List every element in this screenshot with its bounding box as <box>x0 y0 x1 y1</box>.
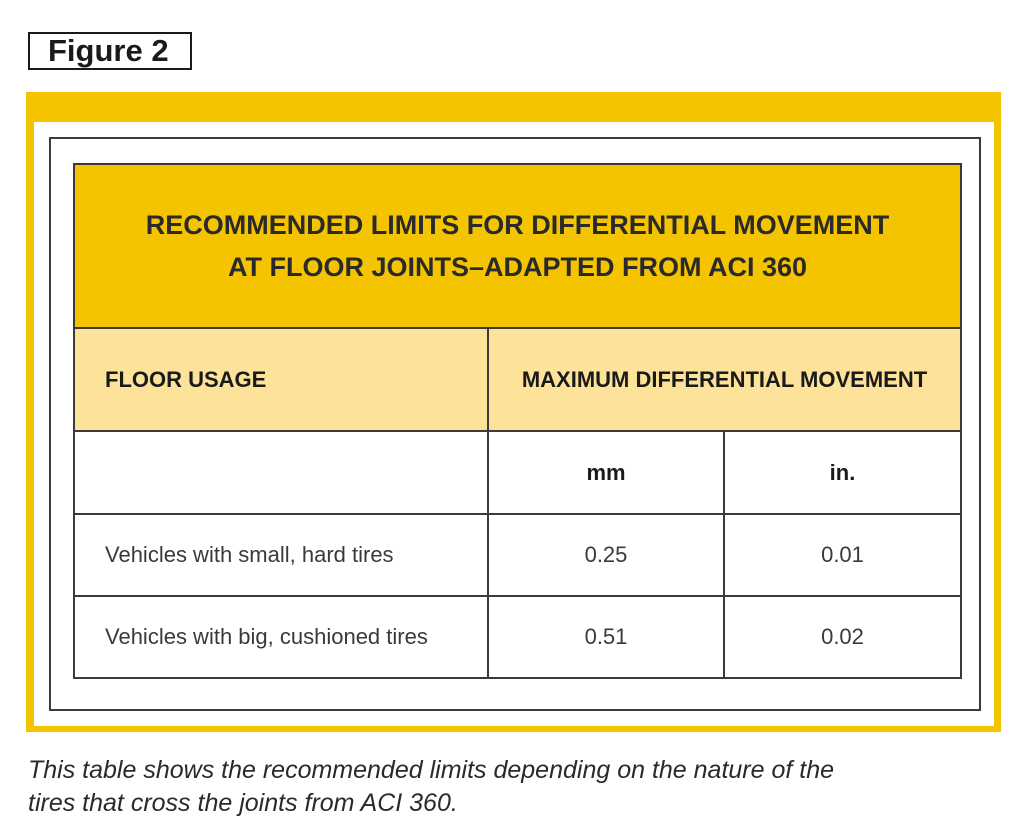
header-max-movement: MAXIMUM DIFFERENTIAL MOVEMENT <box>488 328 961 431</box>
limits-table <box>73 163 962 679</box>
table-row <box>74 596 961 678</box>
unit-row <box>74 431 961 514</box>
table-title <box>74 164 961 328</box>
title-row <box>74 164 961 328</box>
unit-mm: mm <box>488 431 724 514</box>
row-in: 0.01 <box>724 514 961 596</box>
table-title-line2: AT FLOOR JOINTS–ADAPTED FROM ACI 360 <box>227 252 808 282</box>
unit-empty-cell <box>74 431 488 514</box>
unit-in: in. <box>724 431 961 514</box>
table-row <box>74 514 961 596</box>
table-title-line1: RECOMMENDED LIMITS FOR DIFFERENTIAL MOVEMENT <box>145 210 890 240</box>
figure-label: Figure 2 <box>28 32 192 70</box>
row-in: 0.02 <box>724 596 961 678</box>
row-usage: Vehicles with small, hard tires <box>74 514 488 596</box>
caption-line1: This table shows the recommended limits depending on the nature of the <box>28 756 835 784</box>
figure-caption <box>28 754 988 820</box>
row-usage: Vehicles with big, cushioned tires <box>74 596 488 678</box>
row-mm: 0.51 <box>488 596 724 678</box>
header-floor-usage: FLOOR USAGE <box>74 328 488 431</box>
caption-line2: tires that cross the joints from ACI 360. <box>28 789 458 817</box>
row-mm: 0.25 <box>488 514 724 596</box>
header-row <box>74 328 961 431</box>
